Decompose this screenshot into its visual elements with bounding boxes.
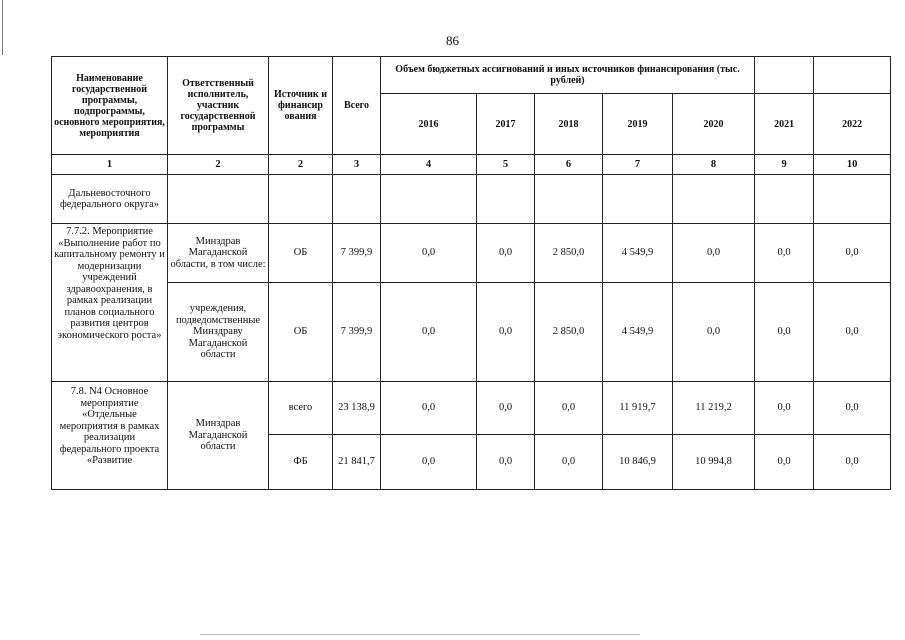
column-number: 2 — [168, 155, 269, 175]
row-executor: Минздрав Магаданской области — [168, 382, 269, 490]
row-value: 0,0 — [535, 435, 603, 490]
row-value: 2 850,0 — [535, 224, 603, 283]
row-value: 0,0 — [814, 224, 891, 283]
empty-cell — [269, 175, 333, 224]
column-number: 9 — [755, 155, 814, 175]
empty-cell — [477, 175, 535, 224]
table-row — [52, 175, 891, 224]
header-year: 2018 — [535, 94, 603, 155]
row-value: 0,0 — [814, 435, 891, 490]
column-number: 10 — [814, 155, 891, 175]
column-number: 4 — [381, 155, 477, 175]
empty-cell — [603, 175, 673, 224]
empty-cell — [381, 175, 477, 224]
row-value: 4 549,9 — [603, 283, 673, 382]
empty-cell — [673, 175, 755, 224]
header-source: Источник и финансир ования — [269, 57, 333, 155]
row-value: 0,0 — [673, 224, 755, 283]
row-value: 11 919,7 — [603, 382, 673, 435]
empty-cell — [333, 175, 381, 224]
row-value: 0,0 — [755, 224, 814, 283]
row-value: 2 850,0 — [535, 283, 603, 382]
row-value: 0,0 — [755, 435, 814, 490]
row-total: 7 399,9 — [333, 283, 381, 382]
row-total: 7 399,9 — [333, 224, 381, 283]
page-number: 86 — [446, 33, 459, 48]
row-value: 10 994,8 — [673, 435, 755, 490]
row-executor: учреждения, подведомственные Минздраву Магаданской области — [168, 283, 269, 382]
table-row — [52, 382, 891, 435]
column-number: 3 — [333, 155, 381, 175]
row-value: 0,0 — [477, 224, 535, 283]
row-value: 0,0 — [381, 224, 477, 283]
row-source: всего — [269, 382, 333, 435]
column-number: 8 — [673, 155, 755, 175]
row-value: 0,0 — [381, 382, 477, 435]
row-value: 0,0 — [755, 283, 814, 382]
row-total: 23 138,9 — [333, 382, 381, 435]
row-value: 0,0 — [673, 283, 755, 382]
header-total: Всего — [333, 57, 381, 155]
row-value: 0,0 — [381, 283, 477, 382]
row-value: 0,0 — [755, 382, 814, 435]
column-number: 7 — [603, 155, 673, 175]
column-number: 5 — [477, 155, 535, 175]
header-year: 2021 — [755, 94, 814, 155]
row-value: 0,0 — [477, 435, 535, 490]
row-value: 0,0 — [477, 382, 535, 435]
header-empty-cell — [755, 57, 814, 94]
row-source: ФБ — [269, 435, 333, 490]
empty-cell — [168, 175, 269, 224]
header-empty-cell — [814, 57, 891, 94]
header-volume: Объем бюджетных ассигнований и иных источников финансирования (тыс. рублей) — [381, 57, 755, 94]
row-name: 7.8. N4 Основное мероприятие «Отдельные мероприятия в рамках реализации федерального проекта «Развитие — [52, 382, 168, 490]
header-year: 2017 — [477, 94, 535, 155]
header-year: 2019 — [603, 94, 673, 155]
header-executor: Ответственный исполнитель, участник государственной программы — [168, 57, 269, 155]
header-year: 2022 — [814, 94, 891, 155]
empty-cell — [755, 175, 814, 224]
row-source: ОБ — [269, 224, 333, 283]
row-executor: Минздрав Магаданской области, в том числе: — [168, 224, 269, 283]
scan-bottom-rule — [200, 634, 640, 635]
header-year: 2016 — [381, 94, 477, 155]
row-value: 4 549,9 — [603, 224, 673, 283]
row-value: 0,0 — [814, 382, 891, 435]
row-value: 0,0 — [814, 283, 891, 382]
budget-table — [51, 56, 891, 490]
row-value: 11 219,2 — [673, 382, 755, 435]
column-number-row — [52, 155, 891, 175]
row-name: 7.7.2. Мероприятие «Выполнение работ по капитальному ремонту и модернизации учреждений здравоохранения, в рамках реализации планов социального развития центров экономического роста» — [52, 224, 168, 382]
row-value: 0,0 — [381, 435, 477, 490]
empty-cell — [814, 175, 891, 224]
header-name: Наименование государственной программы, подпрограммы, основного мероприятия, мероприятия — [52, 57, 168, 155]
row-name: Дальневосточного федерального округа» — [52, 175, 168, 224]
table-row — [52, 224, 891, 283]
row-total: 21 841,7 — [333, 435, 381, 490]
row-value: 0,0 — [477, 283, 535, 382]
column-number: 6 — [535, 155, 603, 175]
empty-cell — [535, 175, 603, 224]
table-row — [52, 283, 891, 382]
column-number: 2 — [269, 155, 333, 175]
row-value: 0,0 — [535, 382, 603, 435]
header-year: 2020 — [673, 94, 755, 155]
column-number: 1 — [52, 155, 168, 175]
row-value: 10 846,9 — [603, 435, 673, 490]
row-source: ОБ — [269, 283, 333, 382]
